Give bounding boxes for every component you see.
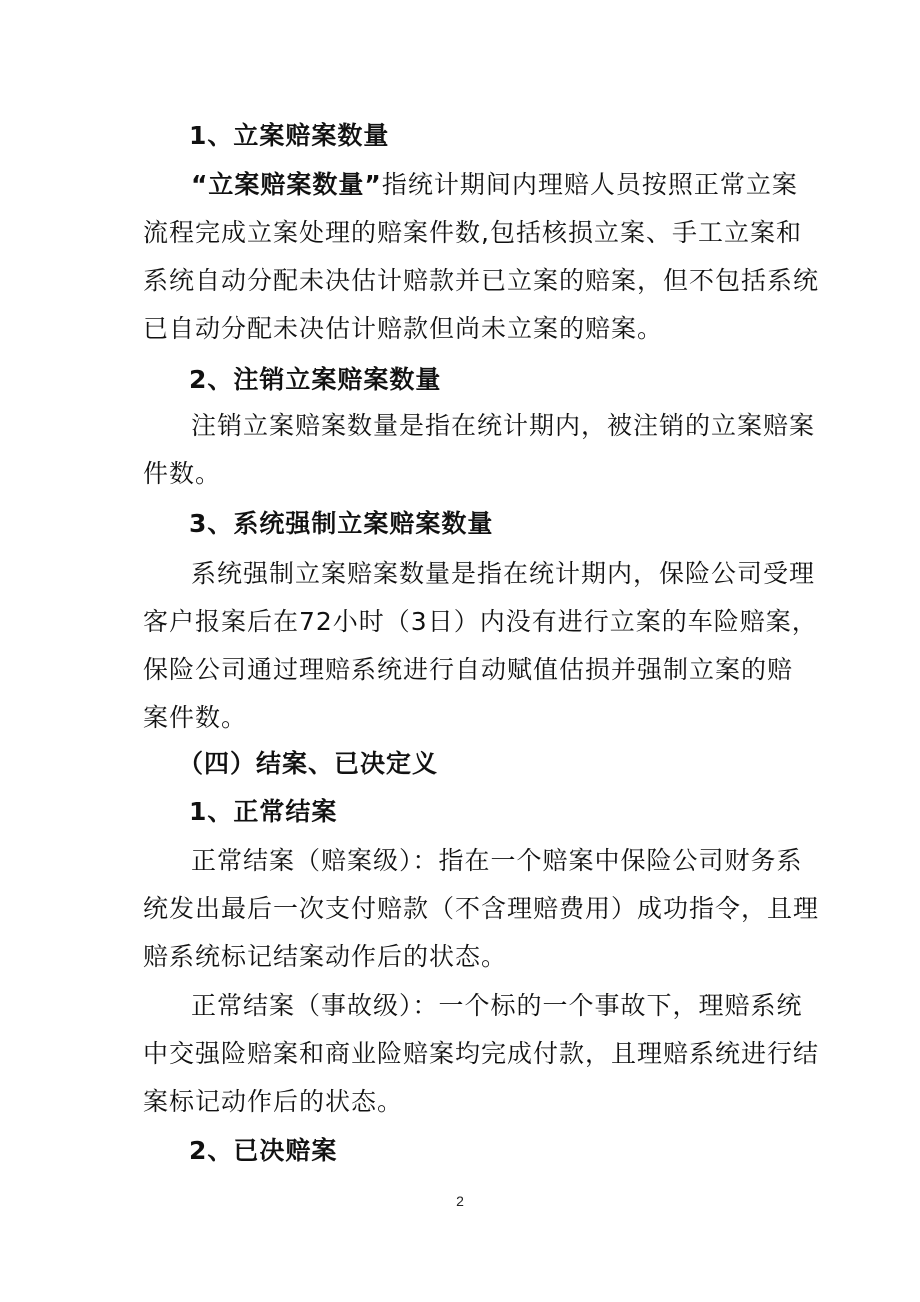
paragraph-line: 保险公司通过理赔系统进行自动赋值估损并强制立案的赔: [143, 655, 794, 684]
paragraph-line: 已自动分配未决估计赔款但尚未立案的赔案。: [143, 314, 664, 343]
paragraph-filed-claims-definition: [143, 161, 820, 353]
section-heading-forced-claims-count: 3、系统强制立案赔案数量: [189, 509, 494, 538]
paragraph-normal-closure-claim-level: [143, 837, 820, 981]
paragraph-line: 案件数。: [143, 703, 248, 732]
paragraph-line: 注销立案赔案数量是指在统计期内，被注销的立案赔案: [191, 411, 816, 440]
paragraph-line: 统发出最后一次支付赔款（不含理赔费用）成功指令，且理: [143, 894, 820, 923]
paragraph-line: 正常结案（赔案级）：指在一个赔案中保险公司财务系: [191, 846, 803, 875]
paragraph-forced-claims-definition: [143, 550, 818, 742]
chapter-heading-closed-settled: （四）结案、已决定义: [178, 749, 439, 778]
paragraph-line: 客户报案后在72小时（3日）内没有进行立案的车险赔案，: [143, 607, 818, 636]
section-heading-settled-claims: 2、已决赔案: [189, 1136, 338, 1165]
paragraph-line: 赔系统标记结案动作后的状态。: [143, 942, 508, 971]
paragraph-line: 流程完成立案处理的赔案件数,包括核损立案、手工立案和: [143, 218, 802, 247]
term-lead: “立案赔案数量”: [191, 170, 382, 199]
paragraph-line: 中交强险赔案和商业险赔案均完成付款，且理赔系统进行结: [143, 1039, 820, 1068]
section-heading-normal-closure: 1、正常结案: [189, 797, 338, 826]
section-heading-cancelled-claims-count: 2、注销立案赔案数量: [189, 365, 442, 394]
paragraph-line: 正常结案（事故级）：一个标的一个事故下，理赔系统: [191, 991, 803, 1020]
paragraph-text: 指统计期间内理赔人员按照正常立案: [381, 170, 798, 199]
paragraph-cancelled-claims-definition: [143, 402, 816, 498]
paragraph-line: 件数。: [143, 459, 222, 488]
paragraph-line: 系统自动分配未决估计赔款并已立案的赔案，但不包括系统: [143, 266, 820, 295]
paragraph-normal-closure-accident-level: [143, 982, 820, 1126]
page-number: 2: [456, 1193, 464, 1209]
paragraph-line: 系统强制立案赔案数量是指在统计期内，保险公司受理: [191, 559, 816, 588]
paragraph-line: 案标记动作后的状态。: [143, 1087, 404, 1116]
paragraph-line: [143, 161, 798, 209]
section-heading-filed-claims-count: 1、立案赔案数量: [189, 121, 390, 150]
